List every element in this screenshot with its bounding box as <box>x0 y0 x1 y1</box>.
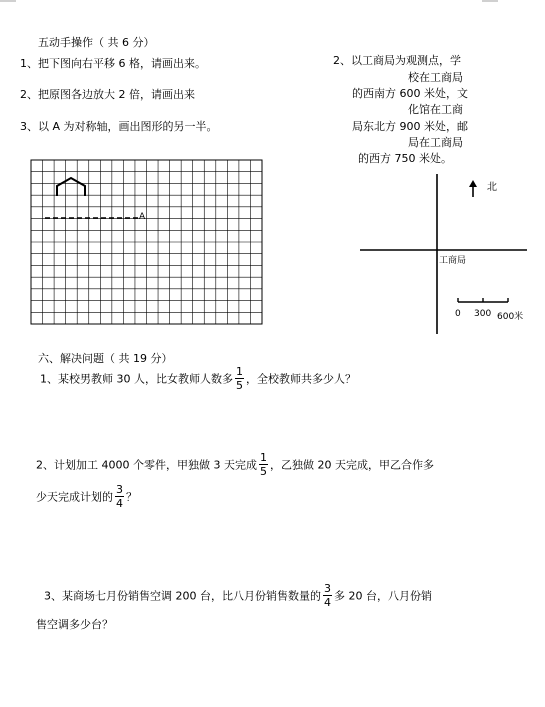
map-question-line-5: 局东北方 900 米处，邮 <box>352 120 468 133</box>
section5-question-1: 1、把下图向右平移 6 格，请画出来。 <box>20 57 206 70</box>
section6-question-1 <box>40 366 356 391</box>
map-question-line-2: 校在工商局 <box>408 71 463 84</box>
scale-label-600: 600米 <box>497 312 524 322</box>
q1-fraction-denominator: 5 <box>236 379 243 392</box>
q2-text-part2: ，乙独做 20 天完成，甲乙合作多 <box>269 458 434 472</box>
q3-fraction-denominator: 4 <box>324 596 331 609</box>
section6-question-2-line-2 <box>36 484 137 509</box>
section6-question-3-line-2: 售空调多少台？ <box>36 618 113 631</box>
q2-text-part1: 2、计划加工 4000 个零件，甲独做 3 天完成 <box>36 458 257 472</box>
map-center-label: 工商局 <box>439 256 467 266</box>
map-north-label: 北 <box>487 182 497 193</box>
q3-text-part2: 多 20 台，八月份销 <box>334 589 432 603</box>
map-question-line-1: 2、以工商局为观测点，学 <box>333 54 461 67</box>
q2-text-part4: ？ <box>126 490 137 504</box>
section5-question-3: 3、以 A 为对称轴，画出图形的另一半。 <box>20 120 218 133</box>
north-arrow-icon <box>469 180 477 197</box>
map-question-line-7: 的西方 750 米处。 <box>358 152 452 165</box>
q2-fraction-1-denominator: 5 <box>259 465 267 478</box>
q2-text-part3: 少天完成计划的 <box>36 490 113 504</box>
scale-label-300: 300 <box>474 309 492 319</box>
q2-fraction-1-numerator: 1 <box>259 451 267 464</box>
q1-text-before: 1、某校男教师 30 人，比女教师人数多 <box>40 372 233 386</box>
section6-question-2-line-1 <box>36 452 434 477</box>
map-question-line-6: 局在工商局 <box>408 136 463 149</box>
q2-fraction-2-denominator: 4 <box>116 497 123 510</box>
q3-fraction <box>323 583 332 608</box>
q3-text-part1: 3、某商场七月份销售空调 200 台，比八月份销售数量的 <box>44 589 321 603</box>
axis-a-label: A <box>139 212 146 222</box>
q1-fraction-numerator: 1 <box>236 365 243 378</box>
map-question-line-3: 的西南方 600 米处，文 <box>352 87 468 100</box>
q2-fraction-1 <box>259 452 268 477</box>
section5-title: 五动手操作（ 共 6 分） <box>38 36 155 49</box>
q2-fraction-2 <box>115 484 124 509</box>
scale-label-0: 0 <box>455 309 461 319</box>
section6-title: 六、解决问题（ 共 19 分） <box>38 352 173 365</box>
map-question-line-4: 化馆在工商 <box>408 103 463 116</box>
q1-fraction <box>235 366 244 391</box>
q3-fraction-numerator: 3 <box>324 582 331 595</box>
q2-fraction-2-numerator: 3 <box>116 483 123 496</box>
scale-bar <box>458 298 508 302</box>
section6-question-3-line-1 <box>44 583 432 608</box>
section5-question-2: 2、把原图各边放大 2 倍，请画出来 <box>20 88 195 101</box>
q1-text-after: ，全校教师共多少人？ <box>246 372 356 386</box>
